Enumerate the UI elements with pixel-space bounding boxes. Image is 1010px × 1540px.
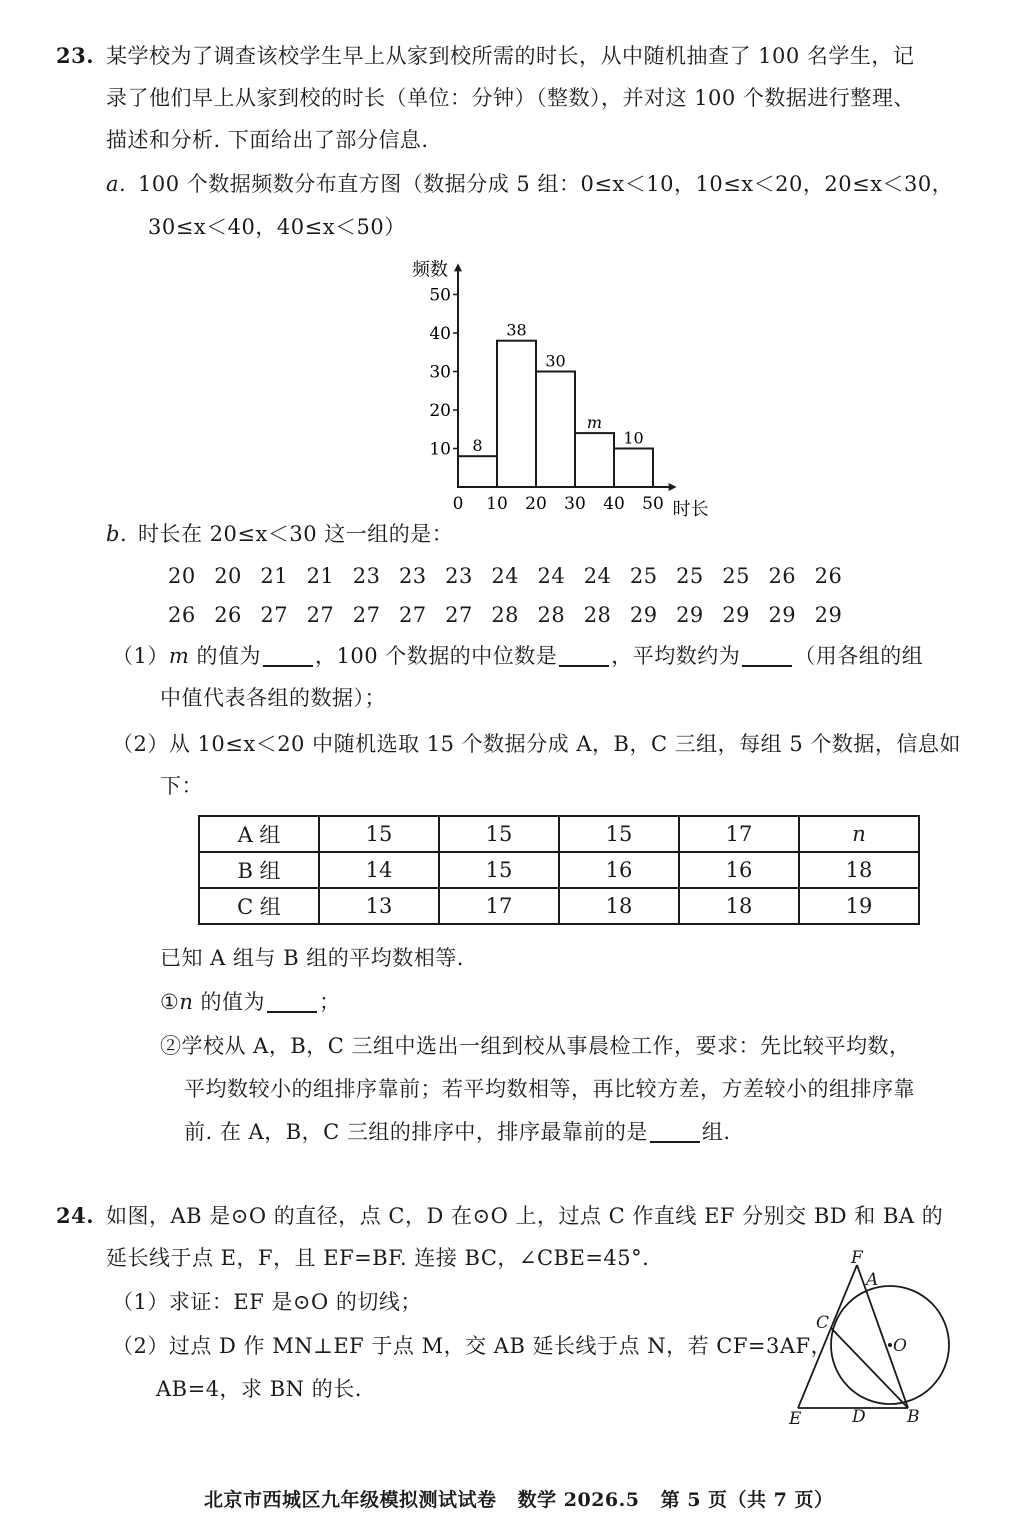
group-data-table [198,815,920,925]
data-value: 23 [445,564,473,588]
y-tick-label: 40 [429,324,451,344]
data-value: 29 [676,603,704,627]
bar-data-label: 38 [506,320,527,340]
data-value: 26 [768,564,797,588]
table-row-header: A 组 [199,816,319,852]
data-row-2 [168,601,861,629]
data-value: 28 [583,603,612,627]
data-row-1 [168,562,861,590]
label-f: F [851,1248,863,1268]
data-value: 25 [722,564,750,588]
answer-blank-m[interactable] [263,643,313,667]
data-value: 27 [445,603,473,627]
table-row [199,816,919,852]
sub2-2-text: 前. 在 A，B，C 三组的排序中，排序最靠前的是 [184,1120,648,1144]
data-value: 27 [352,603,381,627]
sub1-text-a: 的值为 [189,644,261,668]
table-cell: 18 [559,888,679,924]
data-value: 29 [768,603,797,627]
data-value: 24 [537,564,566,588]
answer-blank-mean[interactable] [742,643,792,667]
table-cell: 13 [319,888,439,924]
x-axis-arrow [669,483,677,491]
q23-sub1-line2: 中值代表各组的数据）； [160,686,386,710]
table-row [199,852,919,888]
sub1-text-c: ，平均数约为 [611,644,741,668]
data-value: 20 [214,564,242,588]
data-value: 21 [306,564,335,588]
q24-sub1: （1）求证：EF 是⊙O 的切线； [112,1290,422,1314]
y-axis-label: 频数 [412,259,448,281]
q24-number: 24. [56,1203,95,1228]
q23-part-b-label: b. [106,522,128,546]
label-d: D [852,1407,866,1427]
bar-data-label: 8 [472,436,483,456]
footer-subject: 数学 2026.5 [517,1489,640,1511]
bar-data-label: 30 [545,351,566,371]
data-value: 20 [168,564,196,588]
q23-sub2-line2: 下： [160,774,203,798]
table-cell: 16 [679,852,799,888]
y-axis-arrow [454,263,462,271]
x-tick-label: 50 [642,494,664,514]
y-tick-label: 50 [429,285,451,306]
q23-sub2-2-line3 [184,1118,731,1146]
table-row-header: C 组 [199,888,319,924]
data-value: 27 [398,603,427,627]
sub1-num: （1） [112,644,169,668]
histogram-bar [614,449,653,488]
table-cell: 16 [559,852,679,888]
q24-sub2-line1: （2）过点 D 作 MN⊥EF 于点 M，交 AB 延长线于点 N，若 CF=3AF， [112,1334,833,1358]
data-value: 29 [629,603,658,627]
label-e: E [789,1409,802,1429]
table-cell: 15 [319,816,439,852]
x-tick-label: 30 [564,494,586,514]
label-c: C [816,1313,830,1333]
var-m: m [168,644,190,668]
frequency-histogram [400,255,720,520]
x-tick-label: 40 [603,494,625,514]
data-value: 29 [814,603,843,627]
q23-sub2-line1: （2）从 10≤x＜20 中随机选取 15 个数据分成 A，B，C 三组，每组 5 个数据，信息如 [112,732,961,756]
histogram-bar [575,433,614,487]
sub2-1-end: ； [319,990,341,1014]
data-value: 27 [260,603,289,627]
data-value: 23 [352,564,381,588]
x-tick-label: 10 [486,494,508,514]
table-cell: 15 [439,852,559,888]
data-value: 29 [722,603,750,627]
data-value: 28 [537,603,566,627]
table-cell: 15 [439,816,559,852]
sub2-1-text: 的值为 [193,990,266,1014]
answer-blank-group[interactable] [650,1119,700,1143]
answer-blank-median[interactable] [559,643,609,667]
data-value: 27 [306,603,335,627]
q23-intro-line1: 某学校为了调查该校学生早上从家到校所需的时长，从中随机抽查了 100 名学生，记 [106,44,915,68]
table-cell: 17 [439,888,559,924]
q23-part-a-line1: 100 个数据频数分布直方图（数据分成 5 组：0≤x＜10，10≤x＜20，20≤x＜30， [138,172,954,196]
table-cell: 14 [319,852,439,888]
q23-known: 已知 A 组与 B 组的平均数相等. [160,946,464,970]
sub1-text-b: ，100 个数据的中位数是 [314,644,558,668]
center-point [888,1343,892,1347]
table-cell: 15 [559,816,679,852]
sub2-2-end: 组. [701,1120,731,1144]
table-cell: 18 [679,888,799,924]
q23-sub2-1 [160,988,341,1016]
data-value: 24 [491,564,520,588]
label-b: B [907,1407,920,1427]
q23-intro-line3: 描述和分析. 下面给出了部分信息. [106,128,429,152]
data-value: 25 [676,564,704,588]
data-value: 26 [168,603,196,627]
q23-sub1-line1 [112,642,923,670]
table-cell: n [799,816,919,852]
histogram-labels [412,259,709,520]
q24-line2: 延长线于点 E，F，且 EF=BF. 连接 BC，∠CBE=45°. [106,1246,650,1270]
sub1-text-d: （用各组的组 [794,644,924,668]
footer [204,1486,834,1514]
histogram-bar [458,456,497,487]
circled-1: ① [160,990,180,1014]
q23-part-a-label: a. [106,172,127,196]
footer-page: 第 5 页（共 7 页） [660,1489,834,1511]
y-tick-label: 30 [429,362,451,383]
table-cell: 19 [799,888,919,924]
y-tick-label: 20 [429,401,451,421]
histogram-bar [536,372,575,488]
data-value: 25 [629,564,658,588]
data-value: 28 [491,603,520,627]
x-axis-label: 时长 [672,499,709,520]
footer-title: 北京市西城区九年级模拟测试试卷 [204,1489,497,1511]
q23-sub2-2-line2: 平均数较小的组排序靠前；若平均数相等，再比较方差，方差较小的组排序靠 [184,1077,915,1101]
table-row-header: B 组 [199,852,319,888]
q23-intro-line2: 录了他们早上从家到校的时长（单位：分钟）（整数），并对这 100 个数据进行整理、 [106,86,915,110]
table-cell: 18 [799,852,919,888]
label-o: O [893,1336,907,1356]
q24-sub2-line2: AB=4，求 BN 的长. [156,1377,362,1401]
q23-number: 23. [56,43,95,68]
q23-part-a-line2: 30≤x＜40，40≤x＜50） [148,215,406,239]
answer-blank-n[interactable] [267,989,317,1013]
table-cell: 17 [679,816,799,852]
var-n: n [179,990,194,1014]
table-row [199,888,919,924]
q24-line1: 如图，AB 是⊙O 的直径，点 C，D 在⊙O 上，过点 C 作直线 EF 分别交 BD 和 BA 的 [106,1204,944,1228]
data-value: 23 [398,564,427,588]
data-value: 21 [260,564,289,588]
histogram-bar [497,341,536,487]
y-tick-label: 10 [429,439,451,460]
label-a: A [866,1270,879,1290]
geometry-figure [780,1245,970,1435]
x-tick-label: 20 [525,494,547,514]
bar-data-label: 10 [623,428,644,448]
x-tick-label: 0 [452,494,464,514]
bar-data-label: m [586,413,603,433]
data-value: 24 [583,564,612,588]
data-value: 26 [214,603,242,627]
data-value: 26 [814,564,843,588]
q23-sub2-2-line1: ②学校从 A，B，C 三组中选出一组到校从事晨检工作，要求：先比较平均数， [160,1034,911,1058]
q23-part-b-text: 时长在 20≤x＜30 这一组的是： [138,522,454,546]
